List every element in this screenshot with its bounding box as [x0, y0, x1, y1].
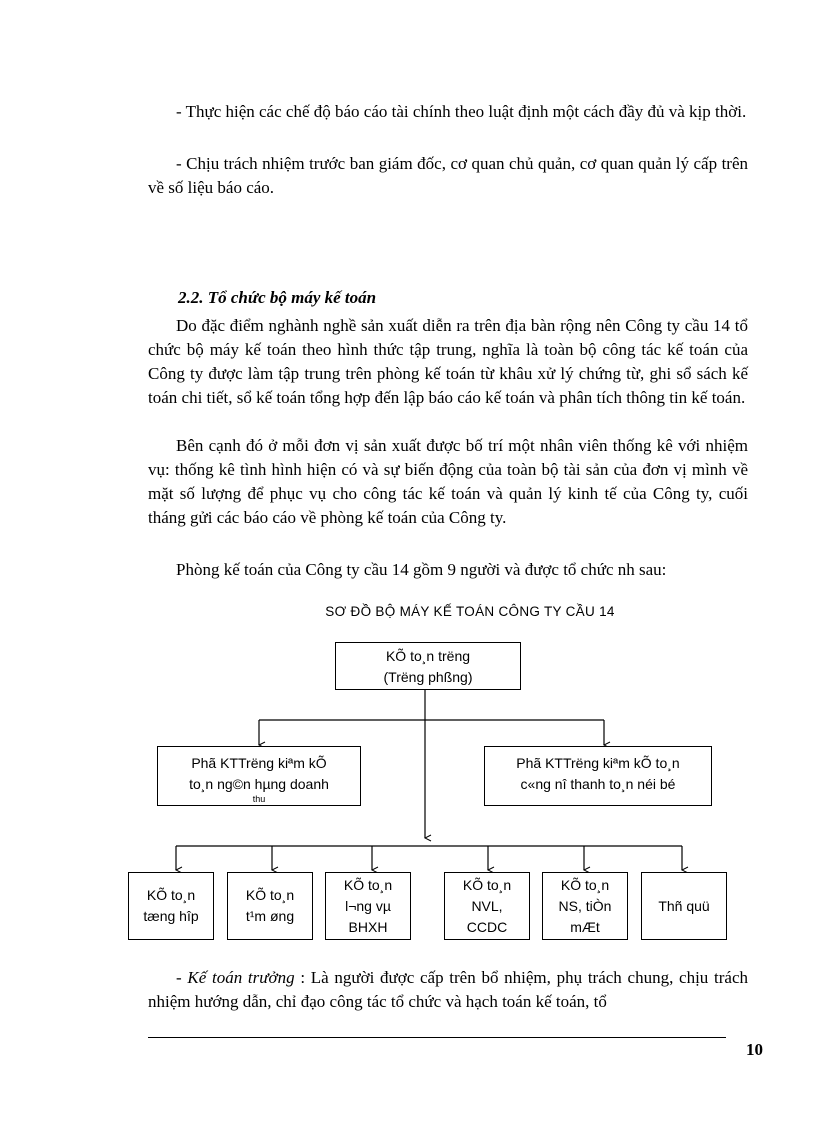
- staff-materials-line-2: NVL,: [471, 898, 503, 914]
- chief-accountant-title: KÕ to¸n trëng: [385, 648, 471, 664]
- staff-general-line-2: tæng hîp: [143, 908, 199, 924]
- paragraph-responsibility: - Chịu trách nhiệm trước ban giám đốc, cơ quan chủ quản, cơ quan quản lý cấp trên về số liệu báo cáo.: [148, 154, 748, 197]
- staff-cash-line-2: NS, tiÒn: [558, 898, 612, 914]
- staff-cash-line-3: mÆt: [570, 919, 600, 935]
- staff-salary-line-1: KÕ to¸n: [343, 877, 393, 893]
- staff-advance-accountant-box: [227, 872, 313, 940]
- staff-advance-line-1: KÕ to¸n: [245, 887, 295, 903]
- staff-salary-accountant-box: [325, 872, 411, 940]
- staff-general-line-1: KÕ to¸n: [146, 887, 196, 903]
- deputy-left-line-1: Phã KTTrëng kiªm kÕ: [191, 755, 327, 771]
- deputy-right-line-1: Phã KTTrëng kiªm kÕ to¸n: [516, 755, 680, 771]
- paragraph-report-duty: - Thực hiện các chế độ báo cáo tài chính theo luật định một cách đầy đủ và kịp thời.: [176, 102, 747, 121]
- staff-general-accountant-box: [128, 872, 214, 940]
- staff-materials-accountant-box: [444, 872, 530, 940]
- staff-materials-line-1: KÕ to¸n: [462, 877, 512, 893]
- deputy-left-line-2: to¸n ng©n hµng doanh: [189, 776, 329, 792]
- footer-divider: [148, 1037, 726, 1038]
- staff-advance-line-2: t¹m øng: [245, 908, 295, 924]
- chief-accountant-description: : Là người được cấp trên bổ nhiệm, phụ trách chung, chịu trách nhiệm hướng dẫn, chỉ đạo công tác tổ chức và hạch toán kế toán, tổ: [148, 968, 748, 1011]
- deputy-left-line-3: thu: [252, 794, 266, 804]
- deputy-left-box: [157, 746, 361, 806]
- diagram-title: SƠ ĐỒ BỘ MÁY KẾ TOÁN CÔNG TY CẦU 14: [325, 604, 615, 619]
- chief-accountant-subtitle: (Trëng phßng): [383, 669, 473, 685]
- paragraph-units: Bên cạnh đó ở mỗi đơn vị sản xuất được bố trí một nhân viên thống kê với nhiệm vụ: thống kê tình hình hiện có và sự biến động của toàn bộ tài sản của đơn vị mình về mặt số lượng để phục vụ cho công tác kế toán và quản lý kinh tế của Công ty, cuối tháng gửi các báo cáo về phòng kế toán của Công ty.: [148, 436, 748, 527]
- chief-accountant-box: [335, 642, 521, 690]
- staff-treasurer-box: [641, 872, 727, 940]
- staff-materials-line-3: CCDC: [466, 919, 508, 935]
- staff-salary-line-2: l¬ng vµ: [345, 898, 391, 914]
- chief-accountant-term: Kế toán trưởng: [187, 968, 295, 987]
- paragraph-organization: Do đặc điểm nghành nghề sản xuất diễn ra trên địa bàn rộng nên Công ty cầu 14 tổ chức bộ máy kế toán theo hình thức tập trung, nghĩa là toàn bộ công tác kế toán của Công ty được làm tập trung trên phòng kế toán từ khâu xử lý chứng từ, ghi sổ sách kế toán chi tiết, sổ kế toán tổng hợp đến lập báo cáo kế toán và phân tích thông tin kế toán.: [148, 316, 748, 407]
- staff-cash-accountant-box: [542, 872, 628, 940]
- page-number: 10: [746, 1040, 763, 1059]
- staff-treasurer-line-1: Thñ quü: [658, 898, 710, 914]
- paragraph-chief-accountant-role: - Kế toán trưởng : Là người được cấp trên bổ nhiệm, phụ trách chung, chịu trách nhiệm hướng dẫn, chỉ đạo công tác tổ chức và hạch toán kế toán, tổ: [148, 968, 748, 1011]
- staff-salary-line-3: BHXH: [348, 919, 388, 935]
- paragraph-staff-count: Phòng kế toán của Công ty cầu 14 gồm 9 người và được tổ chức nh sau:: [176, 560, 667, 579]
- section-heading: 2.2. Tổ chức bộ máy kế toán: [178, 288, 377, 307]
- deputy-right-line-2: c«ng nî thanh to¸n néi bé: [520, 776, 676, 792]
- deputy-right-box: [484, 746, 712, 806]
- staff-cash-line-1: KÕ to¸n: [560, 877, 610, 893]
